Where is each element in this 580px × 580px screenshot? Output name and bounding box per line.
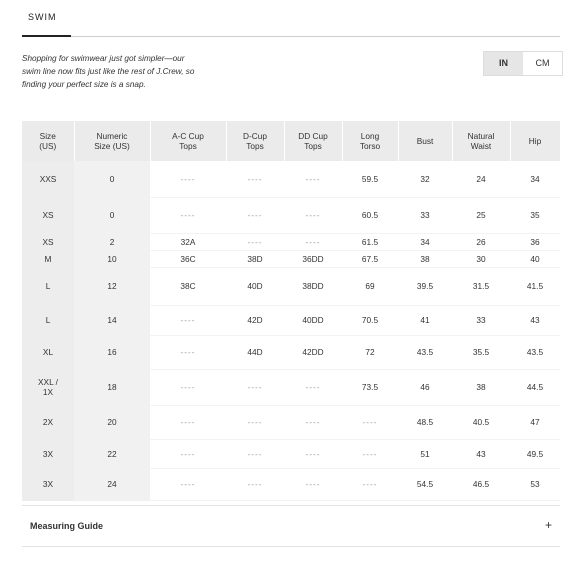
table-row (22, 335, 560, 369)
cell-long-torso: 67.5 (342, 250, 398, 267)
cell-long-torso: 59.5 (342, 161, 398, 197)
header-long-torso: Long Torso (342, 121, 398, 161)
cell-d-cup: 38D (226, 250, 284, 267)
cell-long-torso: 70.5 (342, 305, 398, 335)
cell-size-us: L (22, 267, 74, 305)
unit-toggle (483, 51, 563, 76)
cell-hip: 36 (510, 233, 560, 250)
cell-dd-cup: ---- (284, 405, 342, 439)
cell-long-torso: ---- (342, 439, 398, 468)
cell-dd-cup: 36DD (284, 250, 342, 267)
cell-numeric-size: 14 (74, 305, 150, 335)
cell-natural-waist: 24 (452, 161, 510, 197)
cell-hip: 49.5 (510, 439, 560, 468)
cell-size-us: 2X (22, 405, 74, 439)
cell-numeric-size: 18 (74, 369, 150, 405)
table-row (22, 369, 560, 405)
cell-ac-cup: ---- (150, 405, 226, 439)
cell-hip: 43.5 (510, 335, 560, 369)
header-d-cup-tops: D-Cup Tops (226, 121, 284, 161)
cell-size-us: M (22, 250, 74, 267)
header-dd-cup-tops: DD Cup Tops (284, 121, 342, 161)
header-ac-cup-tops: A-C Cup Tops (150, 121, 226, 161)
cell-dd-cup: ---- (284, 468, 342, 500)
measuring-guide-row[interactable] (22, 505, 560, 547)
cell-ac-cup: 32A (150, 233, 226, 250)
cell-ac-cup: 36C (150, 250, 226, 267)
cell-bust: 54.5 (398, 468, 452, 500)
cell-hip: 44.5 (510, 369, 560, 405)
cell-numeric-size: 12 (74, 267, 150, 305)
cell-long-torso: 69 (342, 267, 398, 305)
plus-icon[interactable]: + (544, 518, 552, 532)
table-row (22, 439, 560, 468)
cell-bust: 33 (398, 197, 452, 233)
cell-d-cup: ---- (226, 405, 284, 439)
cell-dd-cup: ---- (284, 369, 342, 405)
table-header-row (22, 121, 560, 161)
cell-d-cup: ---- (226, 468, 284, 500)
cell-bust: 41 (398, 305, 452, 335)
cell-d-cup: ---- (226, 161, 284, 197)
cell-numeric-size: 22 (74, 439, 150, 468)
cell-numeric-size: 24 (74, 468, 150, 500)
cell-natural-waist: 31.5 (452, 267, 510, 305)
cell-hip: 40 (510, 250, 560, 267)
cell-hip: 47 (510, 405, 560, 439)
cell-numeric-size: 2 (74, 233, 150, 250)
header-numeric-size: Numeric Size (US) (74, 121, 150, 161)
cell-numeric-size: 20 (74, 405, 150, 439)
cell-ac-cup: ---- (150, 439, 226, 468)
cell-size-us: XXS (22, 161, 74, 197)
cell-hip: 41.5 (510, 267, 560, 305)
measuring-guide-label: Measuring Guide (30, 521, 104, 531)
cell-hip: 53 (510, 468, 560, 500)
cell-bust: 46 (398, 369, 452, 405)
cell-hip: 34 (510, 161, 560, 197)
table-row (22, 405, 560, 439)
cell-ac-cup: 38C (150, 267, 226, 305)
cell-d-cup: 40D (226, 267, 284, 305)
cell-natural-waist: 26 (452, 233, 510, 250)
cell-dd-cup: ---- (284, 197, 342, 233)
cell-natural-waist: 33 (452, 305, 510, 335)
header-bust: Bust (398, 121, 452, 161)
table-row (22, 250, 560, 267)
cell-natural-waist: 40.5 (452, 405, 510, 439)
header-size-us: Size (US) (22, 121, 74, 161)
size-chart-table (22, 121, 561, 501)
size-tabs (22, 0, 560, 37)
cell-natural-waist: 43 (452, 439, 510, 468)
cell-long-torso: 60.5 (342, 197, 398, 233)
table-row (22, 267, 560, 305)
tab-swim[interactable]: SWIM (22, 11, 71, 37)
cell-ac-cup: ---- (150, 161, 226, 197)
cell-bust: 39.5 (398, 267, 452, 305)
table-row (22, 305, 560, 335)
cell-d-cup: ---- (226, 369, 284, 405)
unit-cm-button[interactable]: CM (523, 52, 562, 75)
cell-dd-cup: ---- (284, 233, 342, 250)
cell-bust: 51 (398, 439, 452, 468)
cell-numeric-size: 16 (74, 335, 150, 369)
cell-ac-cup: ---- (150, 369, 226, 405)
table-row (22, 233, 560, 250)
cell-numeric-size: 0 (74, 197, 150, 233)
unit-in-button[interactable]: IN (484, 52, 523, 75)
cell-d-cup: ---- (226, 197, 284, 233)
cell-size-us: L (22, 305, 74, 335)
cell-size-us: 3X (22, 468, 74, 500)
cell-ac-cup: ---- (150, 335, 226, 369)
table-row (22, 161, 560, 197)
cell-d-cup: 42D (226, 305, 284, 335)
header-hip: Hip (510, 121, 560, 161)
cell-size-us: XXL / 1X (22, 369, 74, 405)
cell-size-us: 3X (22, 439, 74, 468)
intro-text: Shopping for swimwear just got simpler—our swim line now fits just like the rest of J.Crew, so finding your perfect size is a snap. (22, 54, 195, 89)
table-row (22, 197, 560, 233)
cell-bust: 38 (398, 250, 452, 267)
cell-hip: 43 (510, 305, 560, 335)
cell-long-torso: ---- (342, 405, 398, 439)
cell-d-cup: ---- (226, 233, 284, 250)
cell-natural-waist: 25 (452, 197, 510, 233)
cell-size-us: XS (22, 197, 74, 233)
cell-numeric-size: 0 (74, 161, 150, 197)
cell-dd-cup: 42DD (284, 335, 342, 369)
cell-dd-cup: ---- (284, 439, 342, 468)
cell-bust: 34 (398, 233, 452, 250)
cell-long-torso: ---- (342, 468, 398, 500)
cell-ac-cup: ---- (150, 197, 226, 233)
table-row (22, 468, 560, 500)
cell-numeric-size: 10 (74, 250, 150, 267)
cell-d-cup: 44D (226, 335, 284, 369)
cell-d-cup: ---- (226, 439, 284, 468)
cell-natural-waist: 38 (452, 369, 510, 405)
cell-dd-cup: 38DD (284, 267, 342, 305)
cell-long-torso: 73.5 (342, 369, 398, 405)
cell-size-us: XL (22, 335, 74, 369)
header-natural-waist: Natural Waist (452, 121, 510, 161)
cell-long-torso: 72 (342, 335, 398, 369)
cell-long-torso: 61.5 (342, 233, 398, 250)
cell-natural-waist: 46.5 (452, 468, 510, 500)
cell-size-us: XS (22, 233, 74, 250)
cell-bust: 43.5 (398, 335, 452, 369)
cell-hip: 35 (510, 197, 560, 233)
cell-dd-cup: ---- (284, 161, 342, 197)
cell-ac-cup: ---- (150, 468, 226, 500)
cell-bust: 32 (398, 161, 452, 197)
cell-bust: 48.5 (398, 405, 452, 439)
cell-natural-waist: 35.5 (452, 335, 510, 369)
cell-ac-cup: ---- (150, 305, 226, 335)
cell-dd-cup: 40DD (284, 305, 342, 335)
cell-natural-waist: 30 (452, 250, 510, 267)
